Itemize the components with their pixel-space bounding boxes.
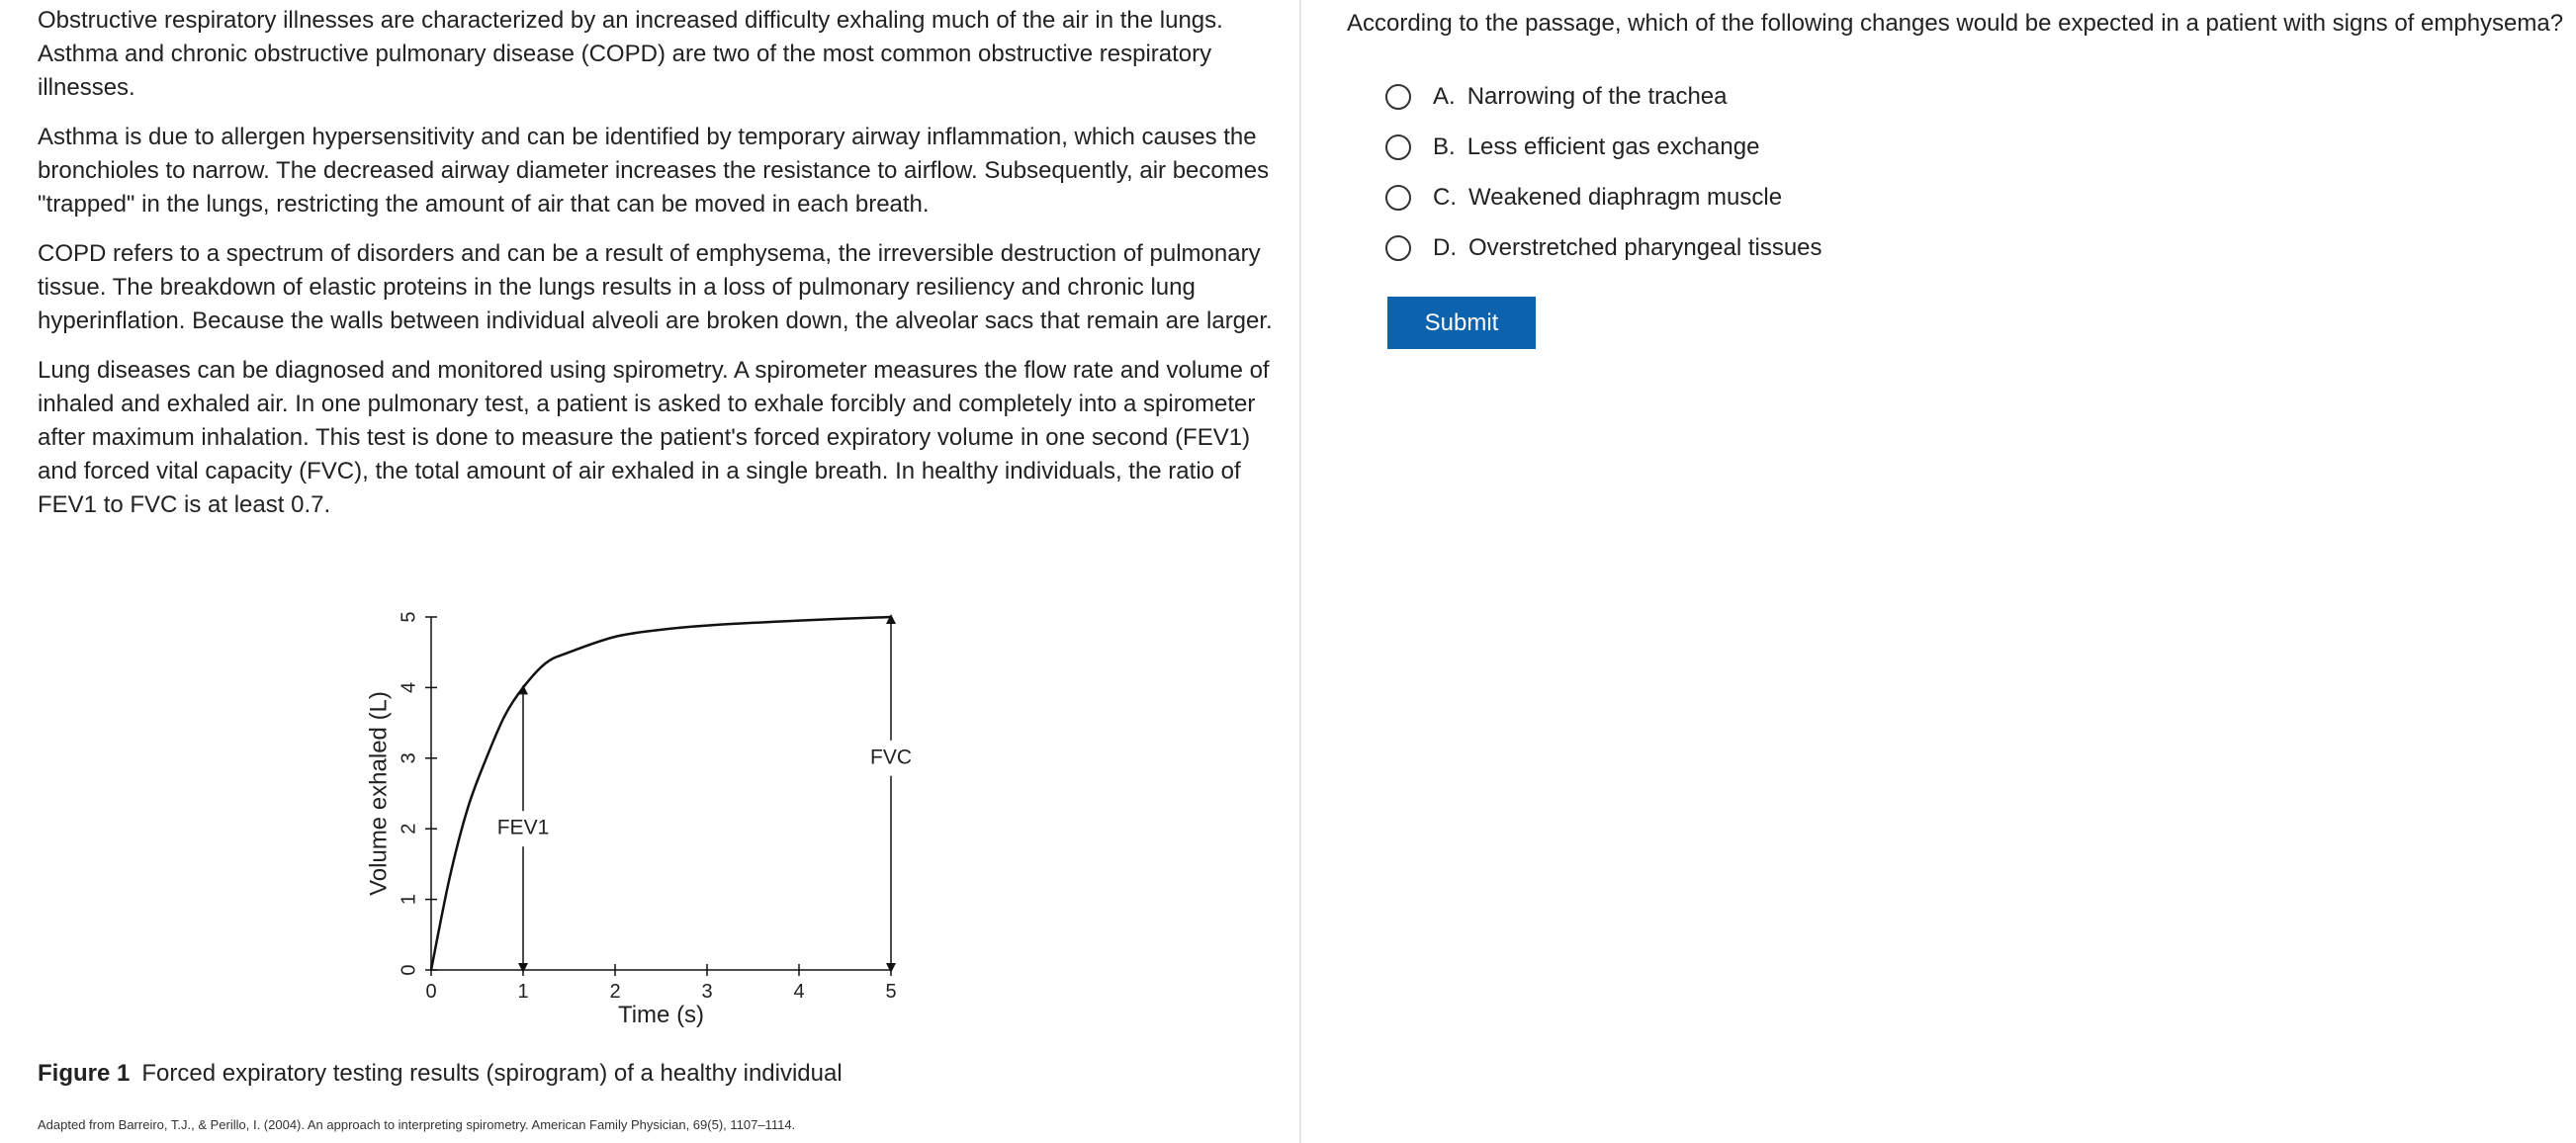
y-tick-label: 1 <box>398 894 420 906</box>
y-tick-label: 4 <box>398 681 420 693</box>
option-d-label: D. Overstretched pharyngeal tissues <box>1433 233 1822 261</box>
option-a[interactable] <box>1385 71 1822 122</box>
figure-citation: Adapted from Barreiro, T.J., & Perillo, I. (2004). An approach to interpreting spirometry. American Family Physician, 69(5), 1107–1114. <box>38 1117 796 1132</box>
chart-series <box>431 617 891 970</box>
x-tick-label: 1 <box>517 981 529 1003</box>
chart-annotations <box>497 619 912 968</box>
x-axis-label: Time (s) <box>617 1002 705 1028</box>
fev1-label: FEV1 <box>496 816 550 839</box>
y-tick-label: 2 <box>398 823 420 835</box>
passage-paragraph-4: Lung diseases can be diagnosed and monitored using spirometry. A spirometer measures the flow rate and volume of inhaled and exhaled air. In one pulmonary test, a patient is asked to exhale forcibly and completely into a spirometer after maximum inhalation. This test is done to measure the patient's forced expiratory volume in one second (FEV1) and forced vital capacity (FVC), the total amount of air exhaled in a single breath. In healthy individuals, the ratio of FEV1 to FVC is at least 0.7. <box>38 357 1270 518</box>
x-tick-label: 3 <box>701 981 713 1003</box>
volume-curve-line <box>431 617 891 970</box>
option-a-label: A. Narrowing of the trachea <box>1433 82 1728 110</box>
option-c[interactable] <box>1385 172 1822 222</box>
chart-ticks <box>398 611 896 1003</box>
answer-options <box>1385 71 1822 273</box>
y-tick-label: 5 <box>398 611 420 623</box>
x-tick-label: 4 <box>793 981 805 1003</box>
passage-paragraph-1: Obstructive respiratory illnesses are characterized by an increased difficulty exhaling much of the air in the lungs. Asthma and chronic obstructive pulmonary disease (COPD) are two of the most common obstructive respiratory illnesses. <box>38 7 1223 101</box>
question-pane <box>1301 0 2576 1143</box>
radio-button-a[interactable] <box>1385 84 1411 110</box>
x-tick-label: 5 <box>885 981 897 1003</box>
option-b-label: B. Less efficient gas exchange <box>1433 132 1760 160</box>
figure-caption <box>38 1057 843 1091</box>
figure-caption-text: Forced expiratory testing results (spirogram) of a healthy individual <box>141 1060 843 1087</box>
option-b[interactable] <box>1385 122 1822 172</box>
submit-button[interactable]: Submit <box>1387 297 1536 349</box>
option-d[interactable] <box>1385 222 1822 273</box>
passage-text <box>38 4 1274 538</box>
x-tick-label: 2 <box>609 981 621 1003</box>
spirogram-figure <box>356 593 969 1038</box>
question-text: According to the passage, which of the following changes would be expected in a patient with signs of emphysema? <box>1347 10 2564 37</box>
y-tick-label: 3 <box>398 752 420 764</box>
x-tick-label: 0 <box>425 981 437 1003</box>
y-tick-label: 0 <box>398 964 420 976</box>
spirogram-chart <box>356 593 969 1038</box>
radio-button-d[interactable] <box>1385 235 1411 261</box>
passage-paragraph-2: Asthma is due to allergen hypersensitivity and can be identified by temporary airway inflammation, which causes the bronchioles to narrow. The decreased airway diameter increases the resistance to airflow. Subsequently, air becomes "trapped" in the lungs, restricting the amount of air that can be moved in each breath. <box>38 124 1270 218</box>
passage-paragraph-3: COPD refers to a spectrum of disorders and can be a result of emphysema, the irreversible destruction of pulmonary tissue. The breakdown of elastic proteins in the lungs results in a loss of pulmonary resiliency and chronic lung hyperinflation. Because the walls between individual alveoli are broken down, the alveolar sacs that remain are larger. <box>38 240 1273 334</box>
radio-button-c[interactable] <box>1385 185 1411 211</box>
chart-axes <box>431 617 891 970</box>
option-c-label: C. Weakened diaphragm muscle <box>1433 183 1783 211</box>
chart-axis-labels <box>365 691 704 1028</box>
y-axis-label: Volume exhaled (L) <box>365 691 393 896</box>
fvc-label: FVC <box>870 746 912 769</box>
radio-button-b[interactable] <box>1385 134 1411 160</box>
figure-caption-label: Figure 1 <box>38 1060 131 1087</box>
